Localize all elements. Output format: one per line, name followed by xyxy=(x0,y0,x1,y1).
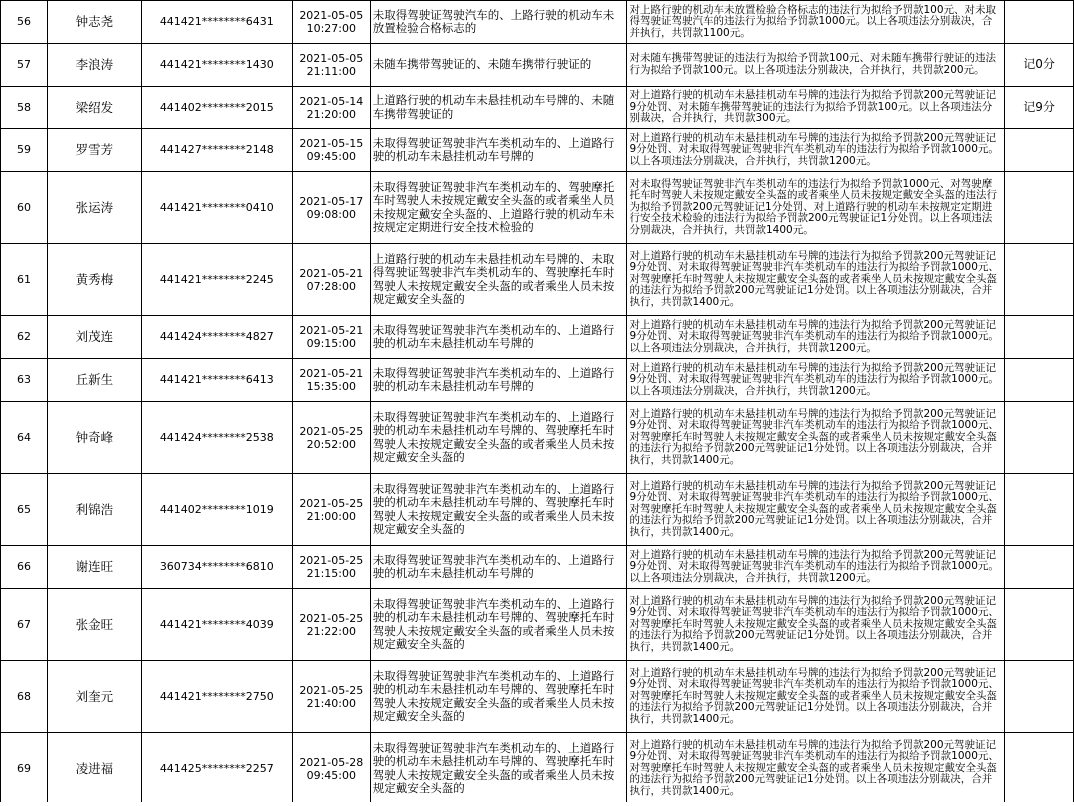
points-cell xyxy=(1005,589,1074,661)
violation-cell: 未取得驾驶证驾驶非汽车类机动车的、上道路行驶的机动车未悬挂机动车号牌的、驾驶摩托车时驾驶人未按规定戴安全头盔的或者乘坐人员未按规定戴安全头盔的 xyxy=(370,661,627,733)
id-number-cell: 441424********2538 xyxy=(141,402,292,474)
time-text: 07:28:00 xyxy=(306,279,356,293)
date-text: 2021-05-21 xyxy=(299,266,364,280)
id-number-cell: 441421********0410 xyxy=(141,172,292,244)
violation-cell: 未取得驾驶证驾驶非汽车类机动车的、上道路行驶的机动车未悬挂机动车号牌的、驾驶摩托车时驾驶人未按规定戴安全头盔的或者乘坐人员未按规定戴安全头盔的 xyxy=(370,402,627,474)
person-name-cell: 刘奎元 xyxy=(47,661,141,733)
table-row[interactable] xyxy=(1,661,1074,733)
datetime-cell xyxy=(292,359,370,402)
date-text: 2021-05-25 xyxy=(299,611,364,625)
row-number-cell: 66 xyxy=(1,546,48,589)
datetime-cell xyxy=(292,402,370,474)
violation-cell: 未取得驾驶证驾驶汽车的、上路行驶的机动车未放置检验合格标志的 xyxy=(370,1,627,44)
person-name-cell: 罗雪芳 xyxy=(47,129,141,172)
penalty-cell: 对上道路行驶的机动车未悬挂机动车号牌的违法行为拟给予罚款200元驾驶证记9分处罚、对未取得驾驶证驾驶非汽车类机动车的违法行为拟给予罚款1000元。以上各项违法分别裁决，合并执行，共罚款1200元。 xyxy=(627,359,1005,402)
row-number-cell: 65 xyxy=(1,474,48,546)
row-number-cell: 63 xyxy=(1,359,48,402)
penalty-cell: 对上道路行驶的机动车未悬挂机动车号牌的违法行为拟给予罚款200元驾驶证记9分处罚、对未取得驾驶证驾驶非汽车类机动车的违法行为拟给予罚款1000元、对驾驶摩托车时驾驶人未按规定戴安全头盔的或者乘坐人员未按规定戴安全头盔的违法行为拟给予罚款200元驾驶证记1分处罚。以上各项违法分别裁决，合并执行，共罚款1400元。 xyxy=(627,474,1005,546)
time-text: 09:08:00 xyxy=(306,207,356,221)
points-cell xyxy=(1005,129,1074,172)
person-name-cell: 刘茂连 xyxy=(47,316,141,359)
row-number-cell: 68 xyxy=(1,661,48,733)
id-number-cell: 441421********6431 xyxy=(141,1,292,44)
time-text: 21:00:00 xyxy=(306,509,356,523)
datetime-cell xyxy=(292,44,370,87)
violation-cell: 未取得驾驶证驾驶非汽车类机动车的、上道路行驶的机动车未悬挂机动车号牌的 xyxy=(370,316,627,359)
datetime-cell xyxy=(292,316,370,359)
time-text: 21:40:00 xyxy=(306,696,356,710)
id-number-cell: 441427********2148 xyxy=(141,129,292,172)
table-row[interactable] xyxy=(1,87,1074,129)
id-number-cell: 441421********6413 xyxy=(141,359,292,402)
date-text: 2021-05-14 xyxy=(299,94,364,108)
date-text: 2021-05-05 xyxy=(299,9,364,22)
row-number-cell: 62 xyxy=(1,316,48,359)
datetime-cell xyxy=(292,546,370,589)
time-text: 09:45:00 xyxy=(306,150,356,163)
row-number-cell: 69 xyxy=(1,733,48,805)
id-number-cell: 441425********2257 xyxy=(141,733,292,805)
date-text: 2021-05-25 xyxy=(299,424,364,438)
penalty-cell: 对上道路行驶的机动车未悬挂机动车号牌的违法行为拟给予罚款200元驾驶证记9分处罚、对未取得驾驶证驾驶非汽车类机动车的违法行为拟给予罚款1000元、对驾驶摩托车时驾驶人未按规定戴安全头盔的或者乘坐人员未按规定戴安全头盔的违法行为拟给予罚款200元驾驶证记1分处罚。以上各项违法分别裁决，合并执行，共罚款1400元。 xyxy=(627,244,1005,316)
table-row[interactable] xyxy=(1,546,1074,589)
person-name-cell: 凌进福 xyxy=(47,733,141,805)
person-name-cell: 梁绍发 xyxy=(47,87,141,129)
time-text: 21:22:00 xyxy=(306,624,356,638)
person-name-cell: 利锦浩 xyxy=(47,474,141,546)
points-cell xyxy=(1005,546,1074,589)
violation-cell: 未随车携带驾驶证的、未随车携带行驶证的 xyxy=(370,44,627,87)
table-row[interactable] xyxy=(1,244,1074,316)
penalty-cell: 对上道路行驶的机动车未悬挂机动车号牌的违法行为拟给予罚款200元驾驶证记9分处罚、对未随车携带驾驶证的违法行为拟给予罚款100元。以上各项违法分别裁决，合并执行，共罚款300元。 xyxy=(627,87,1005,129)
violation-cell: 未取得驾驶证驾驶非汽车类机动车的、上道路行驶的机动车未悬挂机动车号牌的、驾驶摩托车时驾驶人未按规定戴安全头盔的或者乘坐人员未按规定戴安全头盔的 xyxy=(370,589,627,661)
time-text: 10:27:00 xyxy=(306,22,356,35)
datetime-cell xyxy=(292,244,370,316)
date-text: 2021-05-21 xyxy=(299,324,364,337)
id-number-cell: 441424********4827 xyxy=(141,316,292,359)
table-body xyxy=(1,1,1074,805)
row-number-cell: 64 xyxy=(1,402,48,474)
date-text: 2021-05-25 xyxy=(299,554,364,567)
row-number-cell: 56 xyxy=(1,1,48,44)
penalty-cell: 对上道路行驶的机动车未悬挂机动车号牌的违法行为拟给予罚款200元驾驶证记9分处罚、对未取得驾驶证驾驶非汽车类机动车的违法行为拟给予罚款1000元。以上各项违法分别裁决，合并执行，共罚款1200元。 xyxy=(627,546,1005,589)
violation-cell: 未取得驾驶证驾驶非汽车类机动车的、上道路行驶的机动车未悬挂机动车号牌的 xyxy=(370,359,627,402)
id-number-cell: 441421********2245 xyxy=(141,244,292,316)
violation-cell: 未取得驾驶证驾驶非汽车类机动车的、驾驶摩托车时驾驶人未按规定戴安全头盔的或者乘坐人员未按规定戴安全头盔的、上道路行驶的机动车未按规定定期进行安全技术检验的 xyxy=(370,172,627,244)
time-text: 20:52:00 xyxy=(306,437,356,451)
row-number-cell: 61 xyxy=(1,244,48,316)
time-text: 09:45:00 xyxy=(306,768,356,782)
datetime-cell xyxy=(292,1,370,44)
person-name-cell: 张金旺 xyxy=(47,589,141,661)
points-cell: 记9分 xyxy=(1005,87,1074,129)
datetime-cell xyxy=(292,129,370,172)
row-number-cell: 67 xyxy=(1,589,48,661)
row-number-cell: 59 xyxy=(1,129,48,172)
penalty-cell: 对上路行驶的机动车未放置检验合格标志的违法行为拟给予罚款100元、对未取得驾驶证驾驶汽车的违法行为拟给予罚款1000元。以上各项违法分别裁决，合并执行，共罚款1100元。 xyxy=(627,1,1005,44)
date-text: 2021-05-25 xyxy=(299,496,364,510)
time-text: 21:15:00 xyxy=(306,567,356,580)
row-number-cell: 57 xyxy=(1,44,48,87)
person-name-cell: 李浪涛 xyxy=(47,44,141,87)
points-cell xyxy=(1005,733,1074,805)
violation-cell: 上道路行驶的机动车未悬挂机动车号牌的、未随车携带驾驶证的 xyxy=(370,87,627,129)
id-number-cell: 441402********1019 xyxy=(141,474,292,546)
table-row[interactable] xyxy=(1,44,1074,87)
penalty-cell: 对上道路行驶的机动车未悬挂机动车号牌的违法行为拟给予罚款200元驾驶证记9分处罚、对未取得驾驶证驾驶非汽车类机动车的违法行为拟给予罚款1000元、对驾驶摩托车时驾驶人未按规定戴安全头盔的或者乘坐人员未按规定戴安全头盔的违法行为拟给予罚款200元驾驶证记1分处罚。以上各项违法分别裁决，合并执行，共罚款1400元。 xyxy=(627,733,1005,805)
date-text: 2021-05-05 xyxy=(299,52,364,65)
table-row[interactable] xyxy=(1,316,1074,359)
points-cell xyxy=(1005,402,1074,474)
person-name-cell: 钟志尧 xyxy=(47,1,141,44)
date-text: 2021-05-17 xyxy=(299,194,364,208)
points-cell xyxy=(1005,244,1074,316)
time-text: 21:20:00 xyxy=(306,107,356,121)
table-row[interactable] xyxy=(1,402,1074,474)
sheet-bottom-edge xyxy=(0,802,1074,806)
points-cell: 记0分 xyxy=(1005,44,1074,87)
penalty-cell: 对未取得驾驶证驾驶非汽车类机动车的违法行为拟给予罚款1000元、对驾驶摩托车时驾驶人未按规定戴安全头盔的或者乘坐人员未按规定戴安全头盔的违法行为拟给予罚款200元驾驶证记1分处罚、对上道路行驶的机动车未按规定定期进行安全技术检验的违法行为拟给予罚款200元驾驶证记1分处罚。以上各项违法分别裁决，合并执行，共罚款1400元。 xyxy=(627,172,1005,244)
date-text: 2021-05-21 xyxy=(299,367,364,380)
id-number-cell: 360734********6810 xyxy=(141,546,292,589)
penalty-cell: 对未随车携带驾驶证的违法行为拟给予罚款100元、对未随车携带行驶证的违法行为拟给予罚款100元。以上各项违法分别裁决，合并执行，共罚款200元。 xyxy=(627,44,1005,87)
row-number-cell: 60 xyxy=(1,172,48,244)
table-row[interactable] xyxy=(1,359,1074,402)
penalty-cell: 对上道路行驶的机动车未悬挂机动车号牌的违法行为拟给予罚款200元驾驶证记9分处罚、对未取得驾驶证驾驶非汽车类机动车的违法行为拟给予罚款1000元。以上各项违法分别裁决，合并执行，共罚款1200元。 xyxy=(627,316,1005,359)
table-row[interactable] xyxy=(1,1,1074,44)
time-text: 21:11:00 xyxy=(306,65,356,78)
points-cell xyxy=(1005,316,1074,359)
table-row[interactable] xyxy=(1,172,1074,244)
person-name-cell: 谢连旺 xyxy=(47,546,141,589)
id-number-cell: 441421********1430 xyxy=(141,44,292,87)
penalty-cell: 对上道路行驶的机动车未悬挂机动车号牌的违法行为拟给予罚款200元驾驶证记9分处罚、对未取得驾驶证驾驶非汽车类机动车的违法行为拟给予罚款1000元、对驾驶摩托车时驾驶人未按规定戴安全头盔的或者乘坐人员未按规定戴安全头盔的违法行为拟给予罚款200元驾驶证记1分处罚。以上各项违法分别裁决，合并执行，共罚款1400元。 xyxy=(627,589,1005,661)
date-text: 2021-05-15 xyxy=(299,137,364,150)
id-number-cell: 441402********2015 xyxy=(141,87,292,129)
datetime-cell xyxy=(292,172,370,244)
penalty-cell: 对上道路行驶的机动车未悬挂机动车号牌的违法行为拟给予罚款200元驾驶证记9分处罚、对未取得驾驶证驾驶非汽车类机动车的违法行为拟给予罚款1000元、对驾驶摩托车时驾驶人未按规定戴安全头盔的或者乘坐人员未按规定戴安全头盔的违法行为拟给予罚款200元驾驶证记1分处罚。以上各项违法分别裁决，合并执行，共罚款1400元。 xyxy=(627,402,1005,474)
datetime-cell xyxy=(292,733,370,805)
datetime-cell xyxy=(292,87,370,129)
violation-cell: 未取得驾驶证驾驶非汽车类机动车的、上道路行驶的机动车未悬挂机动车号牌的、驾驶摩托车时驾驶人未按规定戴安全头盔的或者乘坐人员未按规定戴安全头盔的 xyxy=(370,474,627,546)
datetime-cell xyxy=(292,661,370,733)
points-cell xyxy=(1005,474,1074,546)
datetime-cell xyxy=(292,589,370,661)
row-number-cell: 58 xyxy=(1,87,48,129)
person-name-cell: 张运涛 xyxy=(47,172,141,244)
violation-cell: 未取得驾驶证驾驶非汽车类机动车的、上道路行驶的机动车未悬挂机动车号牌的 xyxy=(370,129,627,172)
table-row[interactable] xyxy=(1,129,1074,172)
points-cell xyxy=(1005,1,1074,44)
datetime-cell xyxy=(292,474,370,546)
penalty-cell: 对上道路行驶的机动车未悬挂机动车号牌的违法行为拟给予罚款200元驾驶证记9分处罚、对未取得驾驶证驾驶非汽车类机动车的违法行为拟给予罚款1000元。以上各项违法分别裁决，合并执行，共罚款1200元。 xyxy=(627,129,1005,172)
table-row[interactable] xyxy=(1,733,1074,805)
penalty-cell: 对上道路行驶的机动车未悬挂机动车号牌的违法行为拟给予罚款200元驾驶证记9分处罚、对未取得驾驶证驾驶非汽车类机动车的违法行为拟给予罚款1000元、对驾驶摩托车时驾驶人未按规定戴安全头盔的或者乘坐人员未按规定戴安全头盔的违法行为拟给予罚款200元驾驶证记1分处罚。以上各项违法分别裁决，合并执行，共罚款1400元。 xyxy=(627,661,1005,733)
id-number-cell: 441421********4039 xyxy=(141,589,292,661)
person-name-cell: 丘新生 xyxy=(47,359,141,402)
points-cell xyxy=(1005,172,1074,244)
violation-cell: 未取得驾驶证驾驶非汽车类机动车的、上道路行驶的机动车未悬挂机动车号牌的、驾驶摩托车时驾驶人未按规定戴安全头盔的或者乘坐人员未按规定戴安全头盔的 xyxy=(370,733,627,805)
violation-cell: 未取得驾驶证驾驶非汽车类机动车的、上道路行驶的机动车未悬挂机动车号牌的 xyxy=(370,546,627,589)
date-text: 2021-05-28 xyxy=(299,755,364,769)
date-text: 2021-05-25 xyxy=(299,683,364,697)
person-name-cell: 钟奇峰 xyxy=(47,402,141,474)
points-cell xyxy=(1005,359,1074,402)
violation-cell: 上道路行驶的机动车未悬挂机动车号牌的、未取得驾驶证驾驶非汽车类机动车的、驾驶摩托车时驾驶人未按规定戴安全头盔的或者乘坐人员未按规定戴安全头盔的 xyxy=(370,244,627,316)
time-text: 15:35:00 xyxy=(306,380,356,393)
table-row[interactable] xyxy=(1,474,1074,546)
points-cell xyxy=(1005,661,1074,733)
time-text: 09:15:00 xyxy=(306,337,356,350)
table-row[interactable] xyxy=(1,589,1074,661)
person-name-cell: 黄秀梅 xyxy=(47,244,141,316)
id-number-cell: 441421********2750 xyxy=(141,661,292,733)
